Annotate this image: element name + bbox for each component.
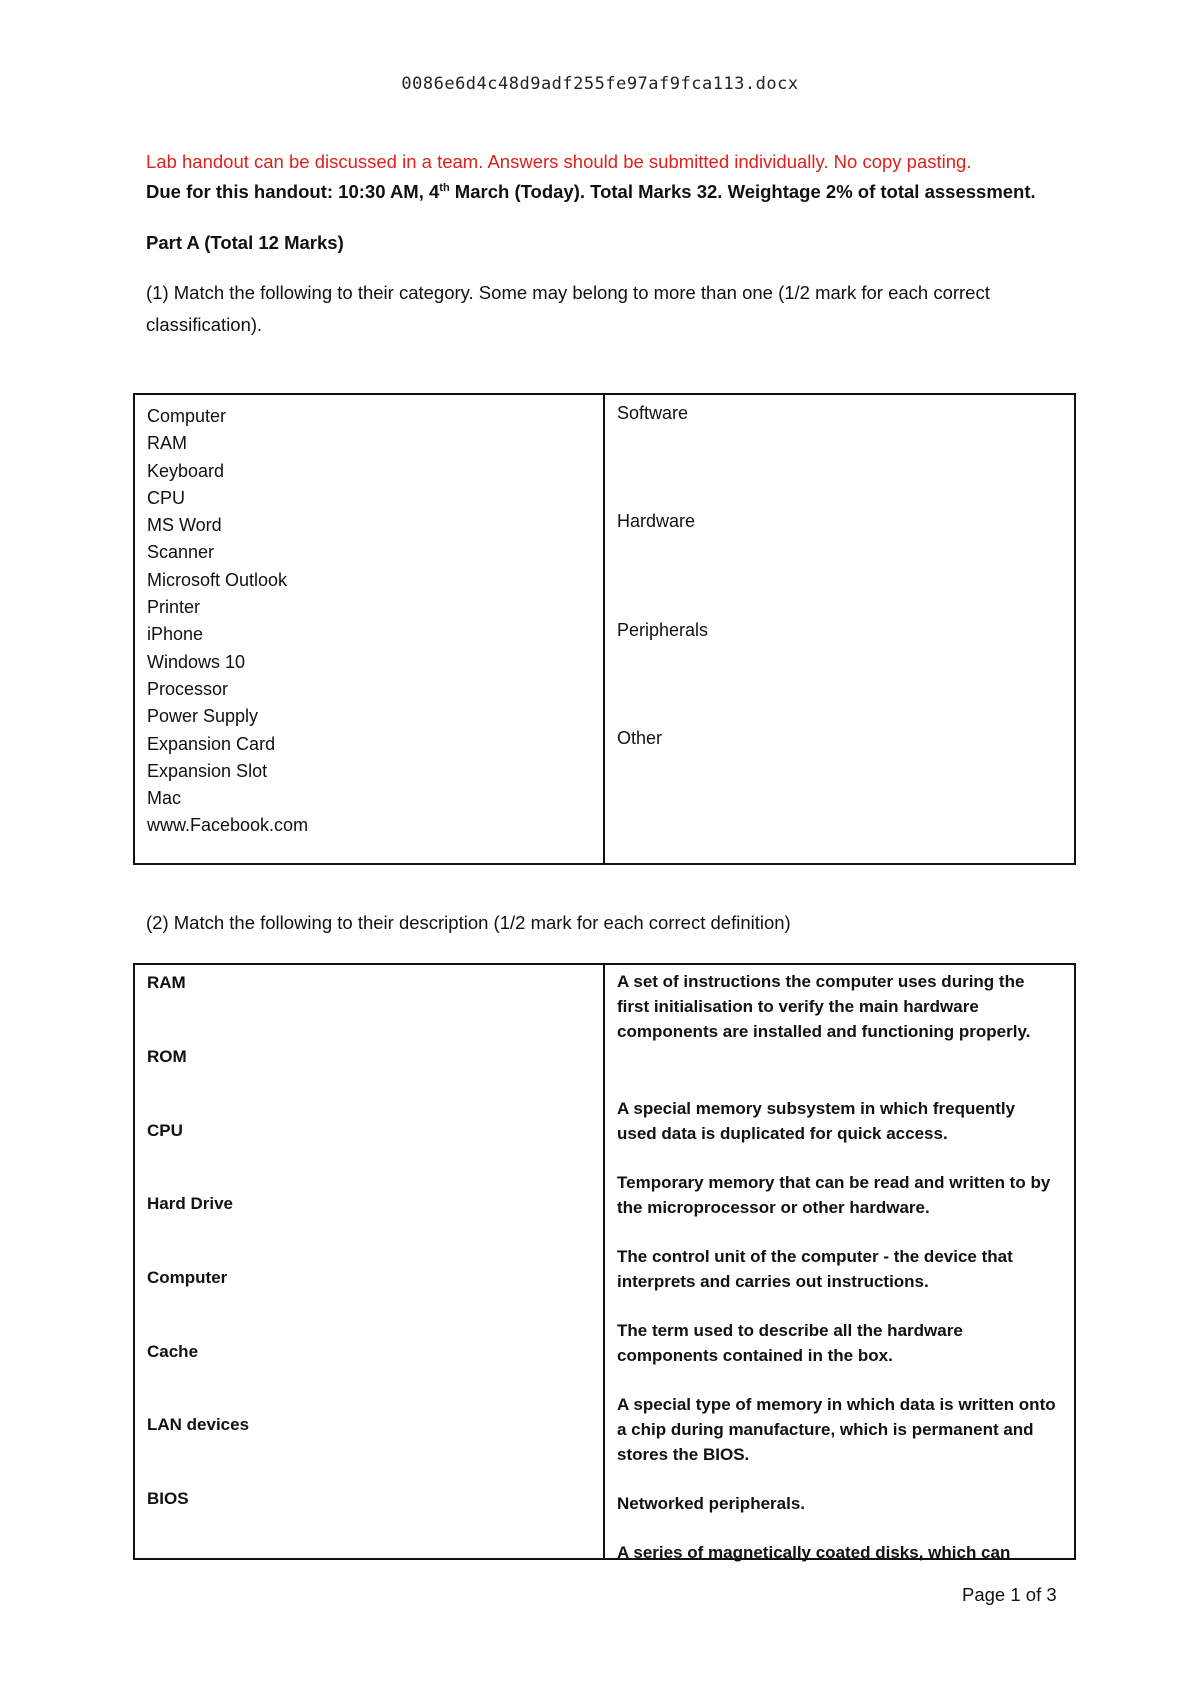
- term-entry: ROM: [147, 1047, 187, 1066]
- items-cell: [134, 394, 604, 864]
- page-number: Page 1 of 3: [962, 1584, 1057, 1605]
- due-prefix: Due for this handout: 10:30 AM, 4: [146, 181, 440, 202]
- item-entry: Power Supply: [147, 706, 259, 727]
- question-2: (2) Match the following to their description (1/2 mark for each correct definition): [146, 912, 791, 933]
- document-filename: 0086e6d4c48d9adf255fe97af9fca113.docx: [401, 74, 799, 94]
- due-notice: [146, 177, 1076, 207]
- term-entry: Hard Drive: [147, 1194, 233, 1213]
- term-entry: LAN devices: [147, 1415, 250, 1434]
- terms-cell: [134, 964, 604, 1559]
- item-entry: Expansion Card: [147, 733, 276, 754]
- item-entry: Computer: [147, 406, 227, 426]
- category-label: Software: [617, 403, 689, 423]
- item-entry: Printer: [147, 597, 201, 618]
- categories-list: [605, 395, 1074, 863]
- due-superscript: th: [439, 182, 450, 194]
- item-entry: Scanner: [147, 542, 215, 563]
- item-entry: RAM: [147, 433, 187, 454]
- term-entry: Computer: [147, 1268, 228, 1287]
- description-entry: A special memory subsystem in which frequently used data is duplicated for quick access.: [617, 1099, 1016, 1143]
- category-label: Hardware: [617, 511, 696, 531]
- question-1: (1) Match the following to their category. Some may belong to more than one (1/2 mark for each correct classification).: [146, 282, 990, 335]
- due-suffix: March (Today). Total Marks 32. Weightage 2% of total assessment.: [449, 181, 1036, 202]
- descriptions-list: [605, 965, 1074, 1562]
- descriptions-cell: [604, 964, 1075, 1562]
- item-entry: Windows 10: [147, 651, 246, 672]
- category-label: Other: [617, 728, 663, 748]
- description-entry: A series of magnetically coated disks, which can: [617, 1543, 1011, 1562]
- term-entry: Cache: [147, 1342, 199, 1361]
- item-entry: Keyboard: [147, 460, 225, 481]
- item-entry: Mac: [147, 788, 182, 809]
- term-entry: BIOS: [147, 1489, 189, 1508]
- items-list: [135, 395, 603, 840]
- definition-table: [133, 963, 1076, 1560]
- item-entry: www.Facebook.com: [147, 815, 309, 836]
- description-entry: A special type of memory in which data is written onto a chip during manufacture, which is permanent and stores the BIOS.: [617, 1395, 1056, 1464]
- item-entry: CPU: [147, 487, 186, 508]
- item-entry: MS Word: [147, 515, 222, 536]
- description-entry: The term used to describe all the hardware components contained in the box.: [617, 1321, 963, 1365]
- intro-section: [146, 146, 1076, 341]
- categories-cell: [604, 394, 1075, 864]
- part-a-title: Part A (Total 12 Marks): [146, 232, 344, 253]
- term-entry: CPU: [147, 1121, 183, 1140]
- description-entry: The control unit of the computer - the device that interprets and carries out instructions.: [617, 1247, 1013, 1291]
- term-entry: RAM: [147, 973, 186, 992]
- item-entry: Microsoft Outlook: [147, 569, 288, 590]
- item-entry: Processor: [147, 678, 229, 699]
- item-entry: Expansion Slot: [147, 760, 268, 781]
- category-label: Peripherals: [617, 620, 709, 640]
- terms-list: [135, 965, 603, 1558]
- team-notice: Lab handout can be discussed in a team. Answers should be submitted individually. No copy pasting.: [146, 151, 972, 172]
- description-entry: Networked peripherals.: [617, 1494, 806, 1513]
- item-entry: iPhone: [147, 624, 204, 645]
- category-table: [133, 393, 1076, 865]
- description-entry: Temporary memory that can be read and written to by the microprocessor or other hardware.: [617, 1173, 1051, 1217]
- description-entry: A set of instructions the computer uses during the first initialisation to verify the main hardware components are installed and functioning properly.: [617, 972, 1031, 1041]
